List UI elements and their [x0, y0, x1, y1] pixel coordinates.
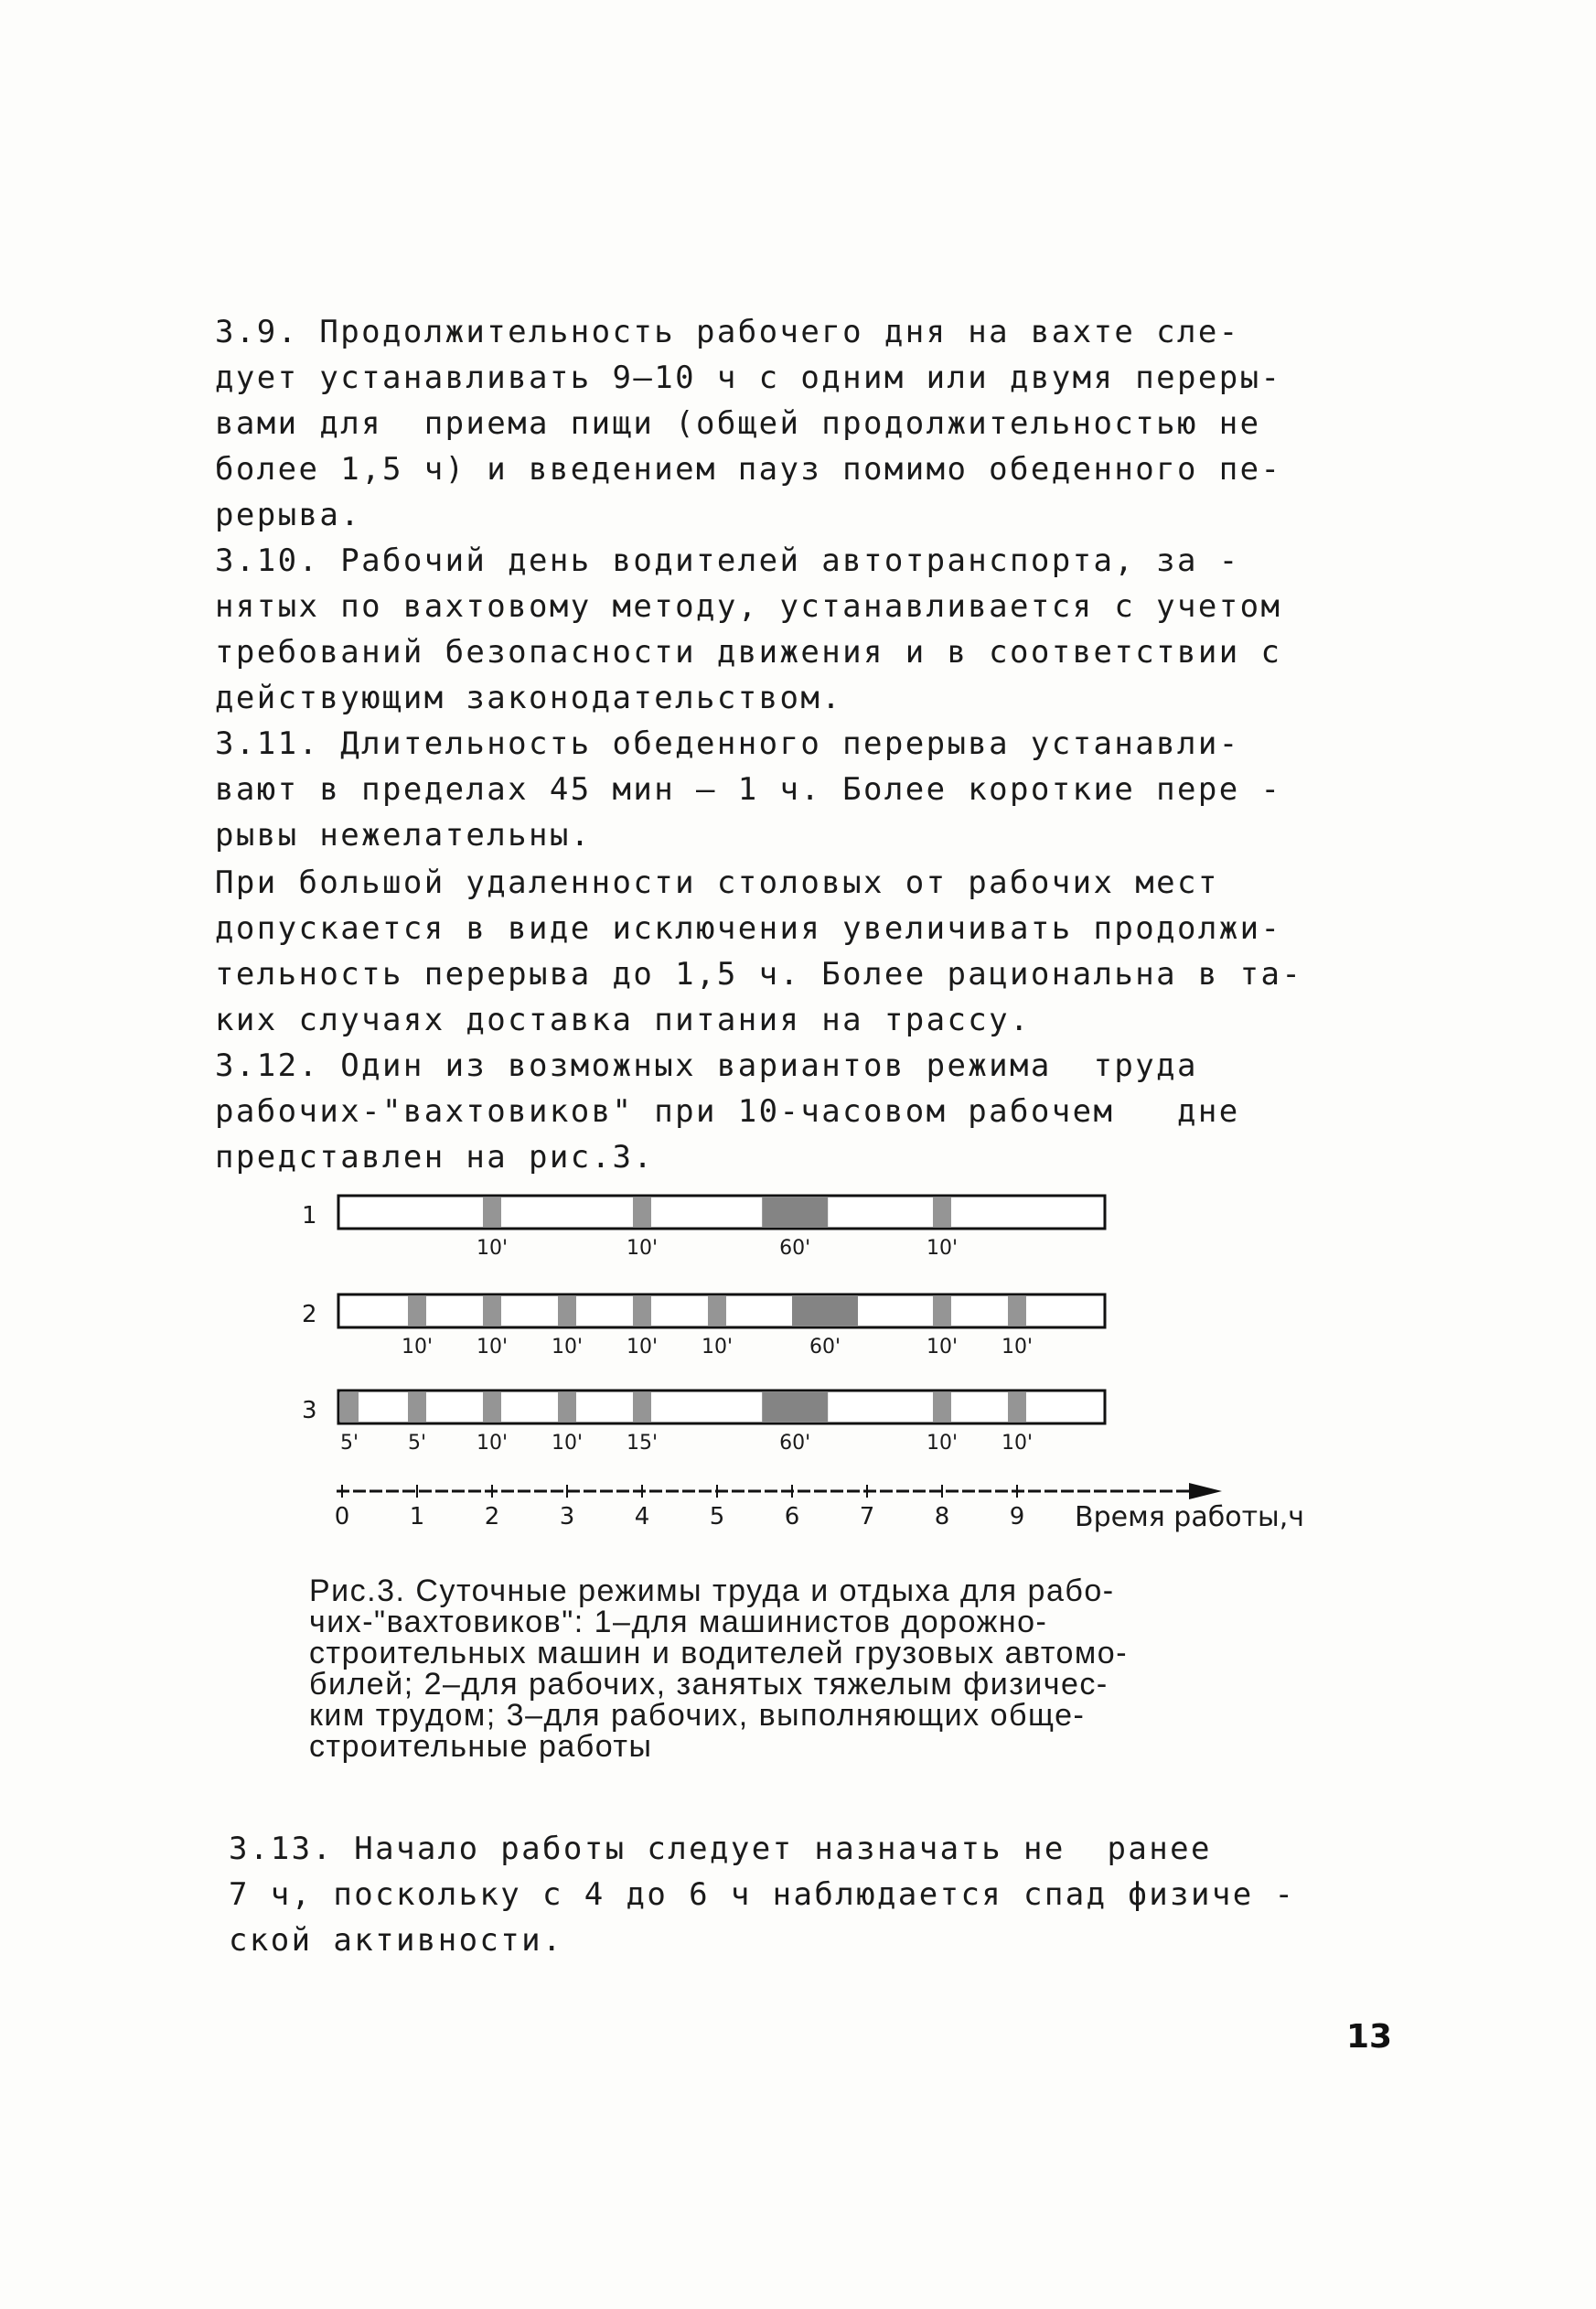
text-line: более 1,5 ч) и введением пауз помимо обеденного пе-: [215, 451, 1282, 488]
text-line: рабочих-"вахтовиков" при 10-часовом рабочем дне: [215, 1093, 1240, 1130]
row-label: 1: [302, 1202, 317, 1230]
text-line: действующим законодательством.: [215, 680, 843, 716]
row-label: 2: [302, 1301, 317, 1328]
caption-line: строительных машин и водителей грузовых автомо-: [309, 1636, 1129, 1670]
break-mark: [933, 1296, 951, 1326]
text-line: 3.9. Продолжительность рабочего дня на вахте сле-: [215, 314, 1240, 350]
text-line: представлен на рис.3.: [215, 1139, 655, 1176]
break-duration-label: 60': [779, 1237, 811, 1260]
paragraph-3-13: [229, 1826, 1418, 1963]
text-line: При большой удаленности столовых от рабочих мест: [215, 865, 1219, 901]
axis-tick-label: 1: [409, 1503, 425, 1530]
axis-tick-label: 6: [784, 1503, 800, 1530]
break-mark: [708, 1296, 726, 1326]
axis-tick-label: 4: [634, 1503, 650, 1530]
caption-line: ким трудом; 3–для рабочих, выполняющих обще-: [309, 1698, 1086, 1733]
caption-line: строительные работы: [309, 1729, 653, 1764]
text-line: 3.11. Длительность обеденного перерыва устанавли-: [215, 725, 1240, 762]
break-mark: [933, 1392, 951, 1422]
break-mark: [483, 1392, 501, 1422]
break-mark: [1008, 1392, 1026, 1422]
schedule-bar: [338, 1196, 1105, 1229]
schedule-row-2: [302, 1294, 1105, 1359]
break-duration-label: 10': [701, 1336, 734, 1359]
break-duration-label: 10': [476, 1432, 509, 1455]
page-number: 13: [1346, 2018, 1393, 2056]
break-mark: [483, 1197, 501, 1227]
break-duration-label: 10': [626, 1237, 659, 1260]
text-line: вают в пределах 45 мин – 1 ч. Более короткие пере -: [215, 771, 1282, 808]
break-duration-label: 10': [401, 1336, 434, 1359]
break-duration-label: 15': [626, 1432, 659, 1455]
break-duration-label: 60': [779, 1432, 811, 1455]
break-duration-label: 10': [476, 1237, 509, 1260]
axis-tick-label: 3: [559, 1503, 575, 1530]
figure-caption: [309, 1575, 1128, 1762]
schedule-bar: [338, 1391, 1105, 1423]
text-line: рерыва.: [215, 497, 362, 533]
break-mark: [483, 1296, 501, 1326]
x-axis-label: Время работы,ч: [1075, 1501, 1305, 1533]
axis-tick-label: 8: [934, 1503, 950, 1530]
caption-line: билей; 2–для рабочих, занятых тяжелым физичес-: [309, 1667, 1109, 1702]
break-duration-label: 10': [551, 1432, 584, 1455]
text-line: ких случаях доставка питания на трассу.: [215, 1002, 1031, 1038]
break-mark: [633, 1392, 651, 1422]
break-duration-label: 10': [1001, 1336, 1034, 1359]
text-line: допускается в виде исключения увеличивать продолжи-: [215, 910, 1282, 947]
break-duration-label: 10': [476, 1336, 509, 1359]
break-mark: [408, 1296, 426, 1326]
break-mark: [633, 1296, 651, 1326]
text-line: 3.13. Начало работы следует назначать не ранее: [229, 1831, 1212, 1867]
break-duration-label: 10': [926, 1432, 959, 1455]
break-duration-label: 10': [551, 1336, 584, 1359]
break-mark: [933, 1197, 951, 1227]
break-duration-label: 10': [926, 1237, 959, 1260]
caption-line: Рис.3. Суточные режимы труда и отдыха для рабо-: [309, 1573, 1115, 1608]
axis-tick-label: 2: [484, 1503, 500, 1530]
text-line: нятых по вахтовому методу, устанавливается с учетом: [215, 588, 1282, 625]
text-line: тельность перерыва до 1,5 ч. Более рациональна в та-: [215, 956, 1303, 993]
text-line: дует устанавливать 9–10 ч с одним или двумя переры-: [215, 360, 1282, 396]
lunch-break-mark: [762, 1197, 828, 1227]
text-line: рывы нежелательны.: [215, 817, 592, 854]
schedule-row-1: [302, 1196, 1105, 1260]
break-duration-label: 10': [626, 1336, 659, 1359]
axis-tick-label: 5: [709, 1503, 725, 1530]
break-mark: [408, 1392, 426, 1422]
text-line: 7 ч, поскольку с 4 до 6 ч наблюдается спад физиче -: [229, 1876, 1296, 1913]
text-line: 3.10. Рабочий день водителей автотранспорта, за -: [215, 542, 1240, 579]
break-duration-label: 10': [926, 1336, 959, 1359]
break-mark: [1008, 1296, 1026, 1326]
break-duration-label: 5': [407, 1432, 427, 1455]
break-duration-label: 5': [339, 1432, 359, 1455]
text-line: вами для приема пищи (общей продолжительностью не: [215, 405, 1261, 442]
break-mark: [558, 1392, 576, 1422]
axis-tick-label: 9: [1009, 1503, 1025, 1530]
break-duration-label: 60': [809, 1336, 841, 1359]
break-mark: [558, 1296, 576, 1326]
schedule-rows: [302, 1196, 1105, 1455]
axis-tick-label: 7: [859, 1503, 875, 1530]
text-line: ской активности.: [229, 1922, 563, 1959]
axis-tick-label: 0: [334, 1503, 350, 1530]
lunch-break-mark: [762, 1392, 828, 1422]
break-duration-label: 10': [1001, 1432, 1034, 1455]
text-line: 3.12. Один из возможных вариантов режима труда: [215, 1047, 1198, 1084]
break-mark: [340, 1392, 359, 1422]
axis-arrow-icon: [1189, 1483, 1222, 1499]
break-mark: [633, 1197, 651, 1227]
text-line: требований безопасности движения и в соответствии с: [215, 634, 1282, 671]
schedule-row-3: [302, 1391, 1105, 1455]
caption-line: чих-"вахтовиков": 1–для машинистов дорожно-: [309, 1605, 1048, 1639]
lunch-break-mark: [792, 1296, 858, 1326]
row-label: 3: [302, 1397, 317, 1424]
